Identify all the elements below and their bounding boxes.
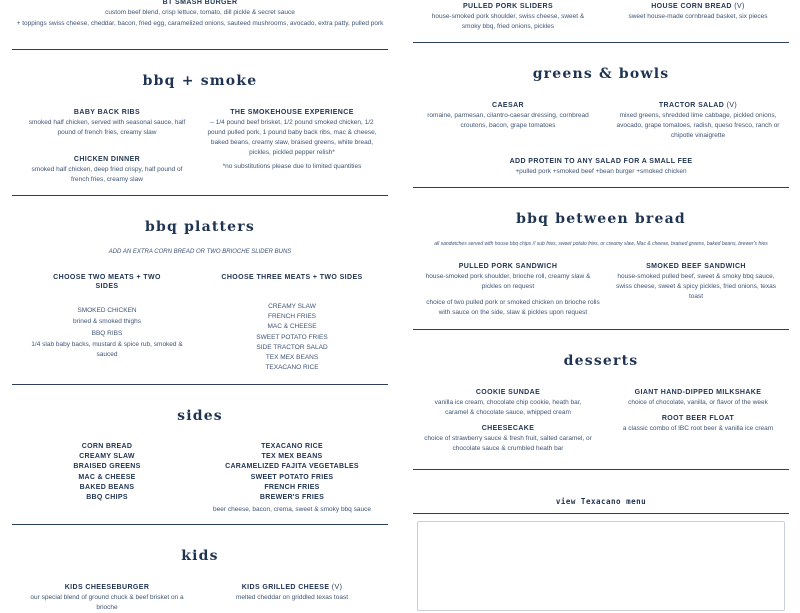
meat-desc: 1/4 slab baby backs, mustard & spice rub, smoked & sauced [31, 341, 183, 358]
item-desc: romaine, parmesan, cilantro-caesar dressing, cornbread croutons, bacon, grape tomatoes [427, 112, 589, 129]
section-title-kids: kids [181, 548, 219, 564]
menu-item-root-beer-float [613, 414, 783, 434]
section-title-bbq-smoke: bbq + smoke [142, 73, 258, 89]
item-desc: house-smoked pulled beef, sweet & smoky bbq sauce, swiss cheese, sweet & spicy pickles, fried onions, texas toast [615, 273, 777, 300]
item-desc: house-smoked pork shoulder, brioche roll, creamy slaw & pickles on request [425, 273, 591, 290]
item-desc: smoked half chicken, served with seasonal sauce, half pound of french fries, creamy slaw [28, 119, 186, 136]
item-desc: house-smoked pork shoulder, swiss cheese, sweet & smoky bbq, fried onions, pickles [431, 13, 585, 30]
list-item: BBQ CHIPS [86, 494, 128, 502]
menu-item-chicken-dinner [22, 155, 192, 185]
item-name: SMOKED BEEF SANDWICH [646, 263, 746, 270]
platters-note: ADD AN EXTRA CORN BREAD OR TWO BRIOCHE SLIDER BUNS [108, 249, 292, 255]
item-name: ADD PROTEIN TO ANY SALAD FOR A SMALL FEE [509, 158, 693, 165]
menu-item-tractor-salad [613, 101, 783, 141]
sides-list-left [32, 442, 182, 503]
item-name: BABY BACK RIBS [73, 109, 141, 116]
section-title-sides: sides [177, 408, 223, 424]
vegetarian-badge: (V) [726, 102, 738, 109]
sides-list-right [212, 442, 372, 503]
list-item: TEXACANO RICE [261, 443, 323, 450]
vegetarian-badge: (V) [734, 3, 745, 10]
vegetarian-badge: (V) [331, 584, 343, 591]
item-desc: melted cheddar on griddled texas toast [235, 594, 348, 601]
item-name-text: KIDS GRILLED CHEESE [241, 584, 330, 591]
list-item: FRENCH FRIES [267, 313, 317, 321]
menu-item-cheesecake [423, 424, 593, 454]
item-desc: beer cheese, bacon, crema, sweet & smoky bbq sauce [213, 506, 371, 513]
item-name: CAESAR [492, 102, 524, 109]
item-desc: custom beef blend, crisp lettuce, tomato, dill pickle & secret sauce [105, 9, 295, 16]
list-item: SWEET POTATO FRIES [256, 333, 328, 341]
item-name: CHICKEN DINNER [73, 156, 141, 163]
menu-item-baby-back-ribs [22, 108, 192, 138]
platter-meat-bbq-ribs [22, 328, 192, 360]
item-desc: smoked half chicken, deep fried crispy, half pound of french fries, creamy slaw [31, 166, 183, 183]
list-item: TEX MEX BEANS [261, 453, 323, 461]
item-name: BT SMASH BURGER [162, 0, 238, 6]
meat-name: BBQ RIBS [91, 330, 123, 337]
menu-item-house-corn-bread [613, 2, 783, 22]
section-divider [413, 513, 789, 514]
item-name-text: TRACTOR SALAD [658, 102, 725, 109]
section-divider [413, 42, 789, 43]
item-name: PULLED PORK SANDWICH [458, 263, 558, 270]
item-toppings: + toppings swiss cheese, cheddar, bacon, fried egg, caramelized onions, sauteed mushrooms, avocado, extra patty, pulled pork [16, 20, 384, 27]
list-item: BRAISED GREENS [73, 463, 141, 471]
list-item: SIDE TRACTOR SALAD [256, 343, 328, 351]
item-desc: choice of chocolate, vanilla, or flavor of the week [628, 399, 768, 406]
slider-option-note [423, 297, 603, 318]
menu-item-kids-cheeseburger [22, 583, 192, 613]
section-title-bbq-between-bread: bbq between bread [516, 211, 686, 227]
platter-option-title: CHOOSE TWO MEATS + TWO SIDES [53, 274, 161, 290]
item-desc: vanilla ice cream, chocolate chip cookie, heath bar, caramel & chocolate sauce, whipped cream [434, 399, 582, 416]
item-name: COOKIE SUNDAE [475, 389, 541, 396]
item-name-text: HOUSE CORN BREAD [651, 3, 732, 10]
list-item: SWEET POTATO FRIES [250, 473, 334, 481]
menu-item-caesar [423, 101, 593, 131]
menu-item-pulled-pork-sliders [423, 2, 593, 32]
list-item: CREAMY SLAW [268, 303, 316, 310]
list-item: CREAMY SLAW [79, 453, 135, 461]
section-title-greens-bowls: greens & bowls [532, 66, 670, 82]
view-texacano-menu-link[interactable]: view Texacano menu [555, 497, 647, 506]
list-item: MAC & CHEESE [267, 323, 317, 331]
item-desc: mixed greens, shredded lime cabbage, pickled onions, avocado, grape tomatoes, radish, queso fresco, ranch or chipotle vinaigrette [616, 112, 780, 139]
menu-item-milkshake [613, 388, 783, 408]
item-desc: +pulled pork +smoked beef +bean burger +smoked chicken [515, 168, 687, 175]
section-divider [12, 524, 388, 525]
item-desc: choice of strawberry sauce & fresh fruit, salted caramel, or chocolate sauce & crumbled heath bar [424, 435, 592, 452]
list-item: MAC & CHEESE [78, 473, 136, 481]
item-name: KIDS CHEESEBURGER [64, 584, 150, 591]
list-item: TEX MEX BEANS [265, 354, 319, 362]
item-desc: a classic combo of IBC root beer & vanilla ice cream [622, 425, 774, 432]
platter-option-three-meats [212, 273, 372, 282]
platter-option-two-meats [52, 273, 162, 291]
section-divider [12, 195, 388, 196]
section-title-desserts: desserts [563, 353, 639, 369]
item-desc: – 1/4 pound beef brisket, 1/2 pound smoked chicken, 1/2 pound pulled pork, 1 pound baby back ribs, mac & cheese, baked beans, creamy slaw, braised greens, white bread, pickles, pickled pepper relish* [207, 119, 377, 156]
menu-item-kids-grilled-cheese [204, 583, 380, 603]
list-item: TEXACANO RICE [265, 364, 319, 372]
item-name: GIANT HAND-DIPPED MILKSHAKE [634, 389, 762, 396]
section-divider [413, 329, 789, 330]
meat-desc: brined & smoked thighs [73, 318, 141, 325]
list-item: CORN BREAD [81, 443, 133, 450]
item-name [613, 101, 783, 110]
item-name: ROOT BEER FLOAT [661, 415, 735, 422]
item-name [204, 583, 380, 592]
brewers-fries-desc [202, 504, 382, 515]
list-item: BAKED BEANS [79, 483, 135, 491]
section-divider [12, 49, 388, 50]
menu-item-smokehouse-experience [204, 108, 380, 172]
list-item: CARAMELIZED FAJITA VEGETABLES [225, 463, 359, 471]
section-title-bbq-platters: bbq platters [145, 219, 255, 235]
platter-meat-smoked-chicken [22, 305, 192, 327]
menu-item-cookie-sundae [423, 388, 593, 418]
add-protein-note [473, 157, 729, 177]
menu-item-pulled-pork-sandwich [423, 262, 593, 292]
meat-name: SMOKED CHICKEN [77, 307, 137, 314]
platter-sides-list [212, 302, 372, 373]
item-name [613, 2, 783, 11]
item-name: PULLED PORK SLIDERS [462, 3, 554, 10]
section-divider [413, 469, 789, 470]
item-name: THE SMOKEHOUSE EXPERIENCE [230, 109, 354, 116]
item-note: *no substitutions please due to limited quantities [222, 163, 362, 170]
item-name: CHEESECAKE [481, 425, 535, 432]
item-desc: sweet house-made cornbread basket, six pieces [628, 13, 768, 20]
section-divider [12, 384, 388, 385]
menu-item-smoked-beef-sandwich [609, 262, 783, 302]
item-desc: our special blend of ground chuck & beef brisket on a brioche [30, 594, 184, 611]
embedded-frame [417, 521, 785, 611]
between-bread-note: all sandwiches served with house bbq chips // sub fries, sweet potato fries, or creamy slaw, Mac & cheese, braised greens, baked beans, brewer's fries [434, 241, 768, 247]
list-item: BREWER'S FRIES [259, 494, 325, 502]
list-item: FRENCH FRIES [264, 483, 320, 491]
menu-item-smash-burger [12, 0, 388, 29]
section-divider [413, 187, 789, 188]
item-desc: choice of two pulled pork or smoked chicken on brioche rolls with sauce on the side, slaw & pickles upon request [426, 299, 600, 316]
platter-option-title: CHOOSE THREE MEATS + TWO SIDES [221, 274, 363, 281]
